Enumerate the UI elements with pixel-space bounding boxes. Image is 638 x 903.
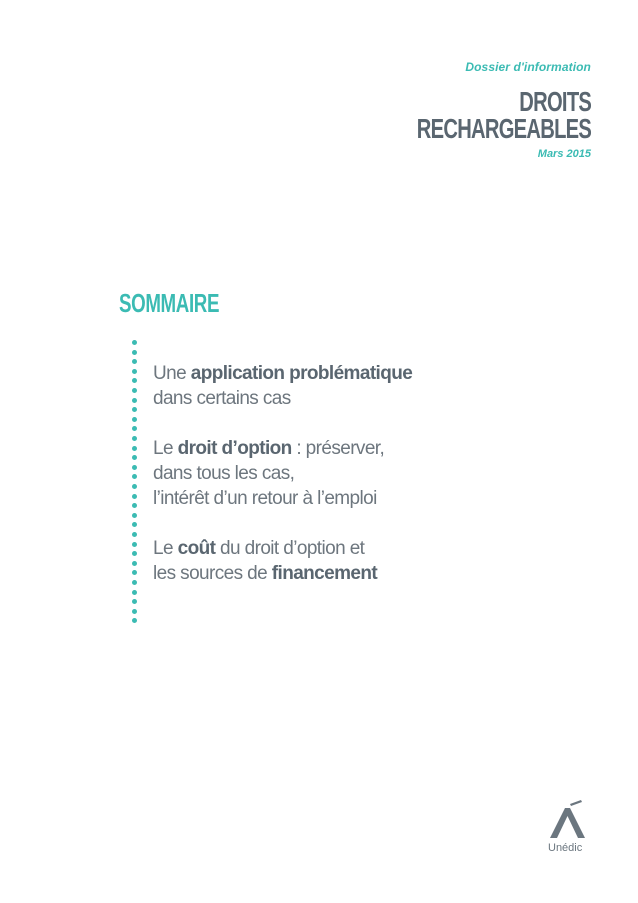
document-type-label: Dossier d'information	[465, 60, 591, 74]
divider-dot	[132, 398, 137, 403]
divider-dot	[132, 446, 137, 451]
toc-item-1-line-1: Une application problématique	[153, 363, 413, 384]
divider-dot	[132, 484, 137, 489]
divider-dot	[132, 590, 137, 595]
divider-dot	[132, 369, 137, 374]
divider-dot	[132, 494, 137, 499]
toc-item-1[interactable]	[153, 361, 412, 411]
table-of-contents	[153, 361, 412, 611]
toc-item-3-line-2: les sources de financement	[153, 563, 378, 584]
divider-dot	[132, 570, 137, 575]
toc-item-3-line-1: Le coût du droit d’option et	[153, 538, 365, 559]
divider-dot	[132, 359, 137, 364]
divider-dot	[132, 426, 137, 431]
divider-dot	[132, 532, 137, 537]
divider-dot	[132, 350, 137, 355]
divider-dot	[132, 503, 137, 508]
document-title	[417, 88, 591, 142]
divider-dot	[132, 474, 137, 479]
toc-item-2-line-2: dans tous les cas,	[153, 463, 295, 484]
document-header	[349, 60, 591, 160]
divider-dot	[132, 455, 137, 460]
divider-dot	[132, 378, 137, 383]
dotted-divider	[130, 340, 140, 630]
toc-item-1-line-2: dans certains cas	[153, 388, 291, 409]
divider-dot	[132, 465, 137, 470]
divider-dot	[132, 561, 137, 566]
divider-dot	[132, 513, 137, 518]
divider-dot	[132, 407, 137, 412]
divider-dot	[132, 417, 137, 422]
divider-dot	[132, 542, 137, 547]
toc-item-2[interactable]	[153, 436, 412, 511]
divider-dot	[132, 436, 137, 441]
toc-item-2-line-1: Le droit d’option : préserver,	[153, 438, 385, 459]
sommaire-heading: SOMMAIRE	[119, 288, 220, 318]
title-line-1: DROITS	[519, 86, 591, 117]
divider-dot	[132, 609, 137, 614]
logo-label: Unédic	[548, 842, 583, 854]
toc-item-3[interactable]	[153, 536, 412, 586]
divider-dot	[132, 618, 137, 623]
divider-dot	[132, 551, 137, 556]
title-line-2: RECHARGEABLES	[416, 113, 591, 144]
divider-dot	[132, 599, 137, 604]
divider-dot	[132, 580, 137, 585]
divider-dot	[132, 340, 137, 345]
divider-dot	[132, 522, 137, 527]
divider-dot	[132, 388, 137, 393]
document-date: Mars 2015	[537, 148, 591, 160]
toc-item-2-line-3: l’intérêt d’un retour à l’emploi	[153, 488, 377, 509]
